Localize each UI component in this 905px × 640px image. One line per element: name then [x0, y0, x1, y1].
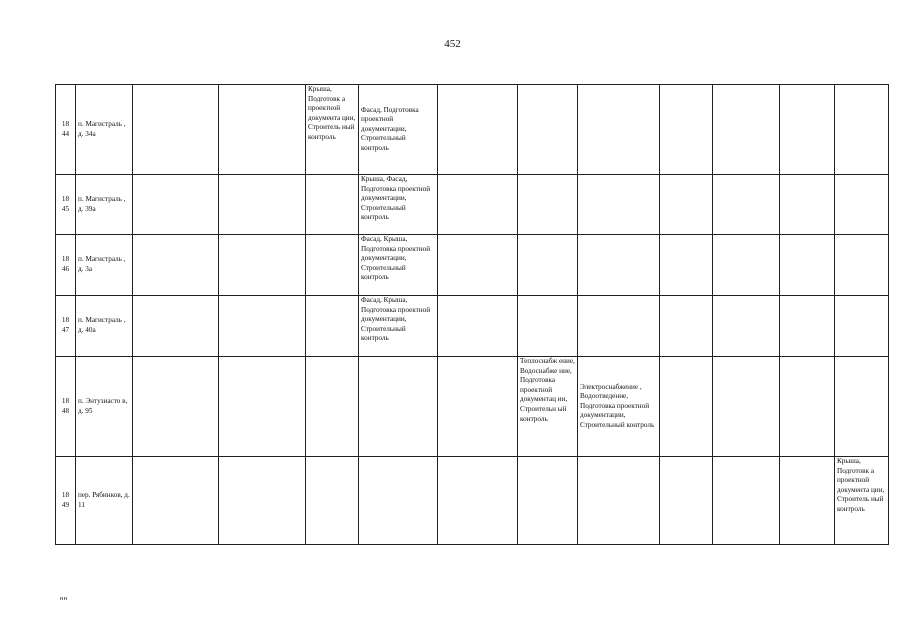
footer-mark: нн — [60, 596, 68, 602]
table-row — [56, 457, 889, 545]
work-cell-col4 — [219, 457, 306, 545]
work-cell-col12 — [780, 357, 835, 457]
work-cell-col5 — [306, 175, 359, 235]
work-cell-col5: Крыша, Подготовк а проектной документа ции, Строитель ный контроль — [306, 85, 359, 175]
work-cell-col3 — [133, 357, 219, 457]
work-cell-col11 — [713, 296, 780, 357]
address-cell: п. Магистраль , д. 34а — [76, 85, 133, 175]
address-cell: п. Магистраль , д. 40а — [76, 296, 133, 357]
work-cell-col11 — [713, 457, 780, 545]
work-cell-col10 — [660, 85, 713, 175]
repair-schedule-table — [55, 84, 889, 545]
work-cell-col5 — [306, 235, 359, 296]
work-cell-col12 — [780, 175, 835, 235]
work-cell-col13 — [835, 235, 889, 296]
work-cell-col5 — [306, 296, 359, 357]
work-cell-col13 — [835, 296, 889, 357]
work-cell-col12 — [780, 85, 835, 175]
work-cell-col6: Крыша, Фасад, Подготовка проектной документации, Строительный контроль — [359, 175, 438, 235]
work-cell-col8 — [518, 175, 578, 235]
work-cell-col10 — [660, 457, 713, 545]
row-number-cell: 18 44 — [56, 85, 76, 175]
address-cell: п. Энтузиасто в, д. 95 — [76, 357, 133, 457]
work-cell-col8 — [518, 85, 578, 175]
work-cell-col8 — [518, 235, 578, 296]
work-cell-col7 — [438, 85, 518, 175]
address-cell: пер. Рябинков, д. 11 — [76, 457, 133, 545]
work-cell-col12 — [780, 296, 835, 357]
row-number-cell: 18 46 — [56, 235, 76, 296]
work-cell-col7 — [438, 457, 518, 545]
work-cell-col7 — [438, 235, 518, 296]
page-number: 452 — [444, 38, 461, 50]
work-cell-col6: Фасад, Подготовка проектной документации, Строительный контроль — [359, 85, 438, 175]
work-cell-col13 — [835, 175, 889, 235]
work-cell-col9 — [578, 296, 660, 357]
table-row — [56, 235, 889, 296]
work-cell-col9 — [578, 235, 660, 296]
work-cell-col10 — [660, 175, 713, 235]
work-cell-col9 — [578, 85, 660, 175]
work-cell-col6 — [359, 457, 438, 545]
work-cell-col13 — [835, 85, 889, 175]
work-cell-col8 — [518, 296, 578, 357]
work-cell-col3 — [133, 175, 219, 235]
work-cell-col3 — [133, 235, 219, 296]
row-number-cell: 18 48 — [56, 357, 76, 457]
work-cell-col5 — [306, 357, 359, 457]
work-cell-col3 — [133, 457, 219, 545]
work-cell-col12 — [780, 457, 835, 545]
row-number-cell: 18 49 — [56, 457, 76, 545]
work-cell-col4 — [219, 235, 306, 296]
work-cell-col11 — [713, 85, 780, 175]
work-cell-col6: Фасад, Крыша, Подготовка проектной документации, Строительный контроль — [359, 235, 438, 296]
work-cell-col7 — [438, 175, 518, 235]
work-cell-col4 — [219, 357, 306, 457]
row-number-cell: 18 45 — [56, 175, 76, 235]
work-cell-col11 — [713, 175, 780, 235]
work-cell-col13 — [835, 357, 889, 457]
work-cell-col12 — [780, 235, 835, 296]
work-cell-col10 — [660, 296, 713, 357]
work-cell-col4 — [219, 296, 306, 357]
work-cell-col11 — [713, 235, 780, 296]
work-cell-col5 — [306, 457, 359, 545]
work-cell-col9 — [578, 457, 660, 545]
work-cell-col6: Фасад, Крыша, Подготовка проектной документации, Строительный контроль — [359, 296, 438, 357]
work-cell-col8: Теплоснабж ение, Водоснабже ние, Подготовка проектной документац ии, Строительн ый контроль — [518, 357, 578, 457]
table-row — [56, 296, 889, 357]
work-cell-col10 — [660, 357, 713, 457]
work-cell-col8 — [518, 457, 578, 545]
work-cell-col9: Электроснабжение , Водоотведение, Подготовка проектной документации, Строительный контроль — [578, 357, 660, 457]
work-cell-col7 — [438, 296, 518, 357]
work-cell-col10 — [660, 235, 713, 296]
table-row — [56, 175, 889, 235]
work-cell-col3 — [133, 296, 219, 357]
address-cell: п. Магистраль , д. 39а — [76, 175, 133, 235]
row-number-cell: 18 47 — [56, 296, 76, 357]
work-cell-col6 — [359, 357, 438, 457]
address-cell: п. Магистраль , д. 3а — [76, 235, 133, 296]
work-cell-col11 — [713, 357, 780, 457]
work-cell-col4 — [219, 175, 306, 235]
table-row — [56, 85, 889, 175]
work-cell-col13: Крыша, Подготовк а проектной документа ции, Строитель ный контроль — [835, 457, 889, 545]
work-cell-col7 — [438, 357, 518, 457]
table-row — [56, 357, 889, 457]
work-cell-col9 — [578, 175, 660, 235]
work-cell-col4 — [219, 85, 306, 175]
work-cell-col3 — [133, 85, 219, 175]
